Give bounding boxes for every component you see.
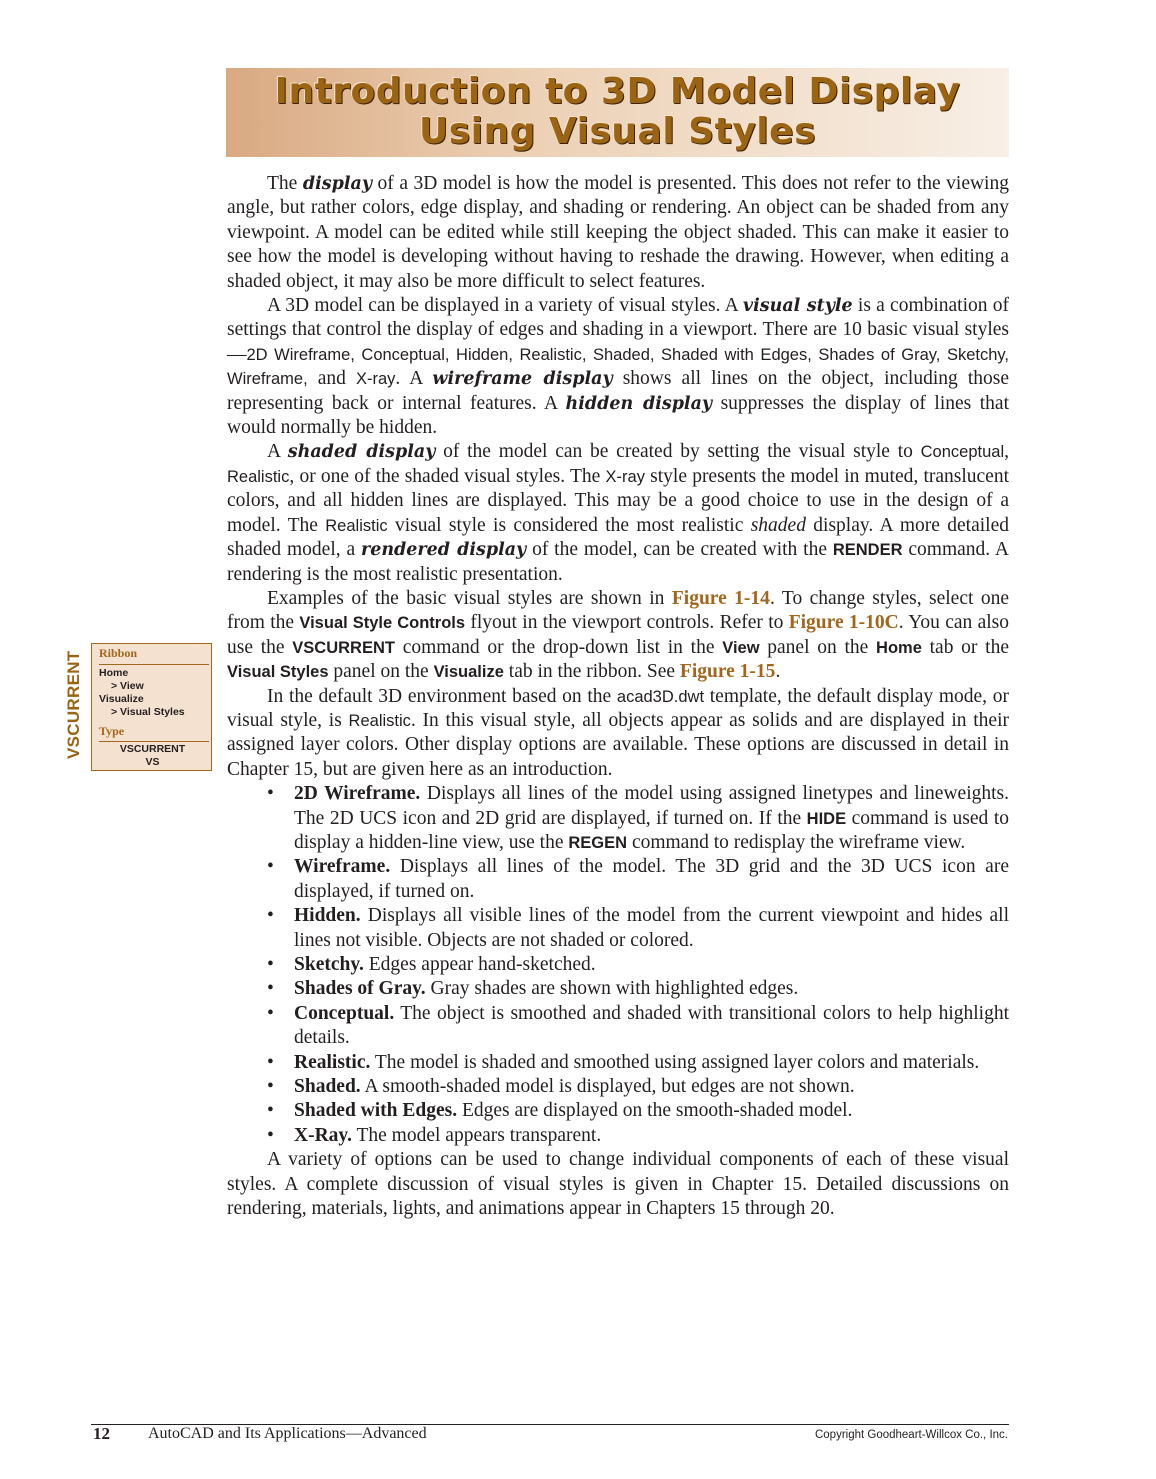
list-item: • Shaded with Edges. Edges are displayed on the smooth-shaded model. — [267, 1100, 853, 1122]
paragraph: In the default 3D environment based on the acad3D.dwt template, the default display mode, or visual style, is Realistic. In this visual style, all objects appear as solids and are displayed in their assigned layer colors. Other display options are available. These options are discussed in detail in Chapter 15, but are given here as an introduction. — [227, 685, 1009, 780]
list-item: • Shades of Gray. Gray shades are shown with highlighted edges. — [267, 978, 799, 1000]
page-title — [226, 72, 1009, 152]
list-item: • X-Ray. The model appears transparent. — [267, 1124, 602, 1146]
vertical-command-label: VSCURRENT — [64, 650, 83, 759]
title-line-2: Using Visual Styles — [418, 111, 816, 152]
paragraph: The display of a 3D model is how the model is presented. This does not refer to the viewing angle, but rather colors, edge display, and shading or rendering. An object can be shaded from any viewpoint. A model can be edited while still keeping the object shaded. This can make it easier to see how the model is developing without having to reshade the drawing. However, when editing a shaded object, it may also be more difficult to select features. — [227, 173, 1009, 292]
glossary-term: display — [302, 174, 372, 194]
paragraph: A shaded display of the model can be created by setting the visual style to Conceptual, Realistic, or one of the shaded visual styles. The X-ray style presents the model in muted, translucent colors, and all hidden lines are displayed. This may be a good choice to use in the design of a model. The Realistic visual style is considered the most realistic shaded display. A more detailed shaded model, a rendered display of the model, can be created with the RENDER command. A rendering is the most realistic presentation. — [227, 441, 1010, 585]
command-alias: VS — [145, 756, 160, 768]
command-name: VSCURRENT — [119, 743, 186, 755]
list-item: • Sketchy. Edges appear hand-sketched. — [267, 954, 596, 975]
list-item: • Wireframe. Displays all lines of the model. The 3D grid and the 3D UCS icon are displayed, if turned on. — [267, 856, 1009, 902]
command-name: RENDER — [832, 541, 903, 560]
ribbon-path-item: Visualize — [99, 693, 144, 705]
figure-link[interactable]: Figure 1-10C — [788, 612, 899, 634]
file-name: acad3D.dwt — [616, 687, 705, 706]
page-number: 12 — [93, 1424, 110, 1443]
body-text — [227, 172, 1009, 1221]
copyright: Copyright Goodheart-Willcox Co., Inc. — [814, 1429, 1008, 1441]
ribbon-path-item: > View — [111, 680, 144, 692]
glossary-term: shaded display — [287, 442, 436, 463]
type-heading: Type — [99, 724, 125, 738]
book-title: AutoCAD and Its Applications—Advanced — [148, 1425, 427, 1442]
list-item: • Shaded. A smooth-shaded model is displayed, but edges are not shown. — [267, 1076, 855, 1098]
list-item: • 2D Wireframe. Displays all lines of the model using assigned linetypes and lineweights. The 2D UCS icon and 2D grid are displayed, if turned on. If the HIDE command is used to display a hidden-line view, use the REGEN command to redisplay the wireframe view. — [267, 783, 1009, 853]
paragraph: Examples of the basic visual styles are shown in Figure 1-14. To change styles, select one from the Visual Style Controls flyout in the viewport controls. Refer to Figure 1-10C. You can also use the VSCURRENT command or the drop-down list in the View panel on the Home tab or the Visual Styles panel on the Visualize tab in the ribbon. See Figure 1-15. — [227, 587, 1009, 683]
list-item: • Hidden. Displays all visible lines of the model from the current viewpoint and hides all lines not visible. Objects are not shaded or colored. — [267, 905, 1009, 951]
glossary-term: wireframe display — [432, 369, 613, 390]
paragraph: A variety of options can be used to change individual components of each of these visual styles. A complete discussion of visual styles is given in Chapter 15. Detailed discussions on rendering, materials, lights, and animations appear in Chapters 15 through 20. — [227, 1149, 1009, 1220]
ribbon-heading: Ribbon — [99, 646, 138, 660]
figure-link[interactable]: Figure 1-15 — [679, 661, 776, 683]
ribbon-path-item: > Visual Styles — [111, 706, 185, 718]
figure-link[interactable]: Figure 1-14 — [671, 587, 770, 609]
glossary-term: rendered display — [360, 540, 527, 561]
visual-style-list — [227, 782, 1009, 1148]
style-names: 2D Wireframe, Conceptual, Hidden, Realistic, Shaded, Shaded with Edges, Shades of Gray, Sketchy, Wireframe, — [227, 345, 1009, 389]
divider — [99, 664, 209, 665]
list-item: • Realistic. The model is shaded and smoothed using assigned layer colors and materials. — [267, 1051, 980, 1073]
paragraph: A 3D model can be displayed in a variety of visual styles. A visual style is a combination of settings that control the display of edges and shading in a viewport. There are 10 basic visual styles—2D Wireframe, Conceptual, Hidden, Realistic, Shaded, Shaded with Edges, Shades of Gray, Sketchy, Wireframe, and X-ray. A wireframe display shows all lines on the object, including those representing back or internal features. A hidden display suppresses the display of lines that would normally be hidden. — [227, 295, 1010, 439]
divider — [99, 741, 209, 742]
ribbon-path-item: Home — [99, 667, 129, 679]
glossary-term: visual style — [742, 296, 853, 317]
list-item: • Conceptual. The object is smoothed and shaded with transitional colors to help highlight details. — [267, 1002, 1009, 1049]
glossary-term: hidden display — [565, 393, 713, 414]
command-sidebar — [91, 643, 212, 771]
title-line-1: Introduction to 3D Model Display — [274, 71, 961, 112]
